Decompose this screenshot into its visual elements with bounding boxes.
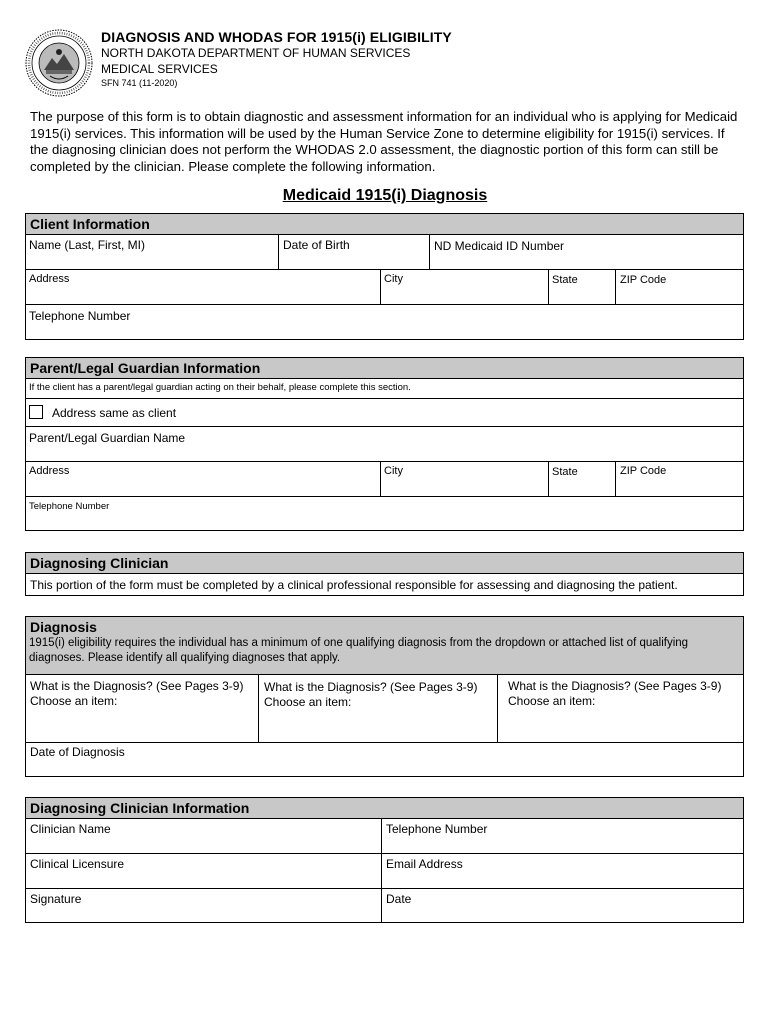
same-address-checkbox[interactable] (29, 405, 43, 419)
diagnosis-select-1[interactable]: What is the Diagnosis? (See Pages 3-9) Choose an item: (30, 679, 244, 708)
department-name: NORTH DAKOTA DEPARTMENT OF HUMAN SERVICES (101, 46, 411, 60)
guardian-zip-field[interactable]: ZIP Code (620, 465, 667, 477)
guardian-note: If the client has a parent/legal guardian acting on their behalf, please complete this section. (29, 382, 411, 393)
client-city-field[interactable]: City (384, 273, 403, 285)
client-phone-field[interactable]: Telephone Number (29, 309, 131, 323)
form-title-header: DIAGNOSIS AND WHODAS FOR 1915(i) ELIGIBILITY (101, 29, 452, 45)
clinician-info-heading: Diagnosing Clinician Information (25, 797, 744, 819)
clinician-email-field[interactable]: Email Address (386, 857, 463, 871)
guardian-name-field[interactable]: Parent/Legal Guardian Name (29, 431, 186, 445)
client-medicaid-id-field[interactable]: ND Medicaid ID Number (434, 239, 565, 253)
diagnosis-heading: Diagnosis (30, 619, 97, 635)
guardian-state-field[interactable]: State (552, 466, 578, 478)
state-seal-icon (24, 28, 94, 98)
client-zip-field[interactable]: ZIP Code (620, 274, 667, 286)
diagnosis-date-field[interactable]: Date of Diagnosis (30, 745, 125, 759)
page-title: Medicaid 1915(i) Diagnosis (282, 187, 488, 204)
guardian-info-section (25, 378, 744, 531)
clinician-licensure-field[interactable]: Clinical Licensure (30, 857, 125, 871)
guardian-city-field[interactable]: City (384, 465, 403, 477)
guardian-info-heading: Parent/Legal Guardian Information (25, 357, 744, 379)
same-address-label: Address same as client (52, 406, 177, 420)
client-dob-field[interactable]: Date of Birth (283, 238, 350, 252)
diagnosis-select-3[interactable]: What is the Diagnosis? (See Pages 3-9) Choose an item: (508, 679, 722, 708)
diagnosis-select-2[interactable]: What is the Diagnosis? (See Pages 3-9) Choose an item: (264, 680, 478, 709)
guardian-phone-field[interactable]: Telephone Number (29, 501, 110, 512)
clinician-note: This portion of the form must be completed by a clinical professional responsible for assessing and diagnosing the patient. (30, 578, 678, 592)
client-info-heading: Client Information (25, 213, 744, 235)
client-name-field[interactable]: Name (Last, First, MI) (29, 238, 146, 252)
clinician-info-section (25, 818, 744, 923)
clinician-date-field[interactable]: Date (386, 892, 412, 906)
clinician-phone-field[interactable]: Telephone Number (386, 822, 488, 836)
guardian-address-field[interactable]: Address (29, 465, 70, 477)
diagnosis-note: 1915(i) eligibility requires the individual has a minimum of one qualifying diagnosis from the dropdown or attached list of qualifying diagnoses. Please identify all qualifying diagnoses that apply. (29, 637, 689, 664)
client-address-field[interactable]: Address (29, 273, 70, 285)
clinician-name-field[interactable]: Clinician Name (30, 822, 111, 836)
clinician-signature-field[interactable]: Signature (30, 892, 82, 906)
intro-paragraph: The purpose of this form is to obtain diagnostic and assessment information for an individual who is applying for Medicaid 1915(i) services. This information will be used by the Human Service Zone to determine eligibility for 1915(i) services. If the diagnosing clinician does not perform the WHODAS 2.0 assessment, the diagnostic portion of this form can still be completed by the clinician. Please complete the following information. (30, 109, 738, 174)
division-name: MEDICAL SERVICES (101, 62, 218, 76)
form-number: SFN 741 (11-2020) (101, 78, 178, 88)
client-state-field[interactable]: State (552, 274, 578, 286)
diagnosing-clinician-heading: Diagnosing Clinician (25, 552, 744, 574)
